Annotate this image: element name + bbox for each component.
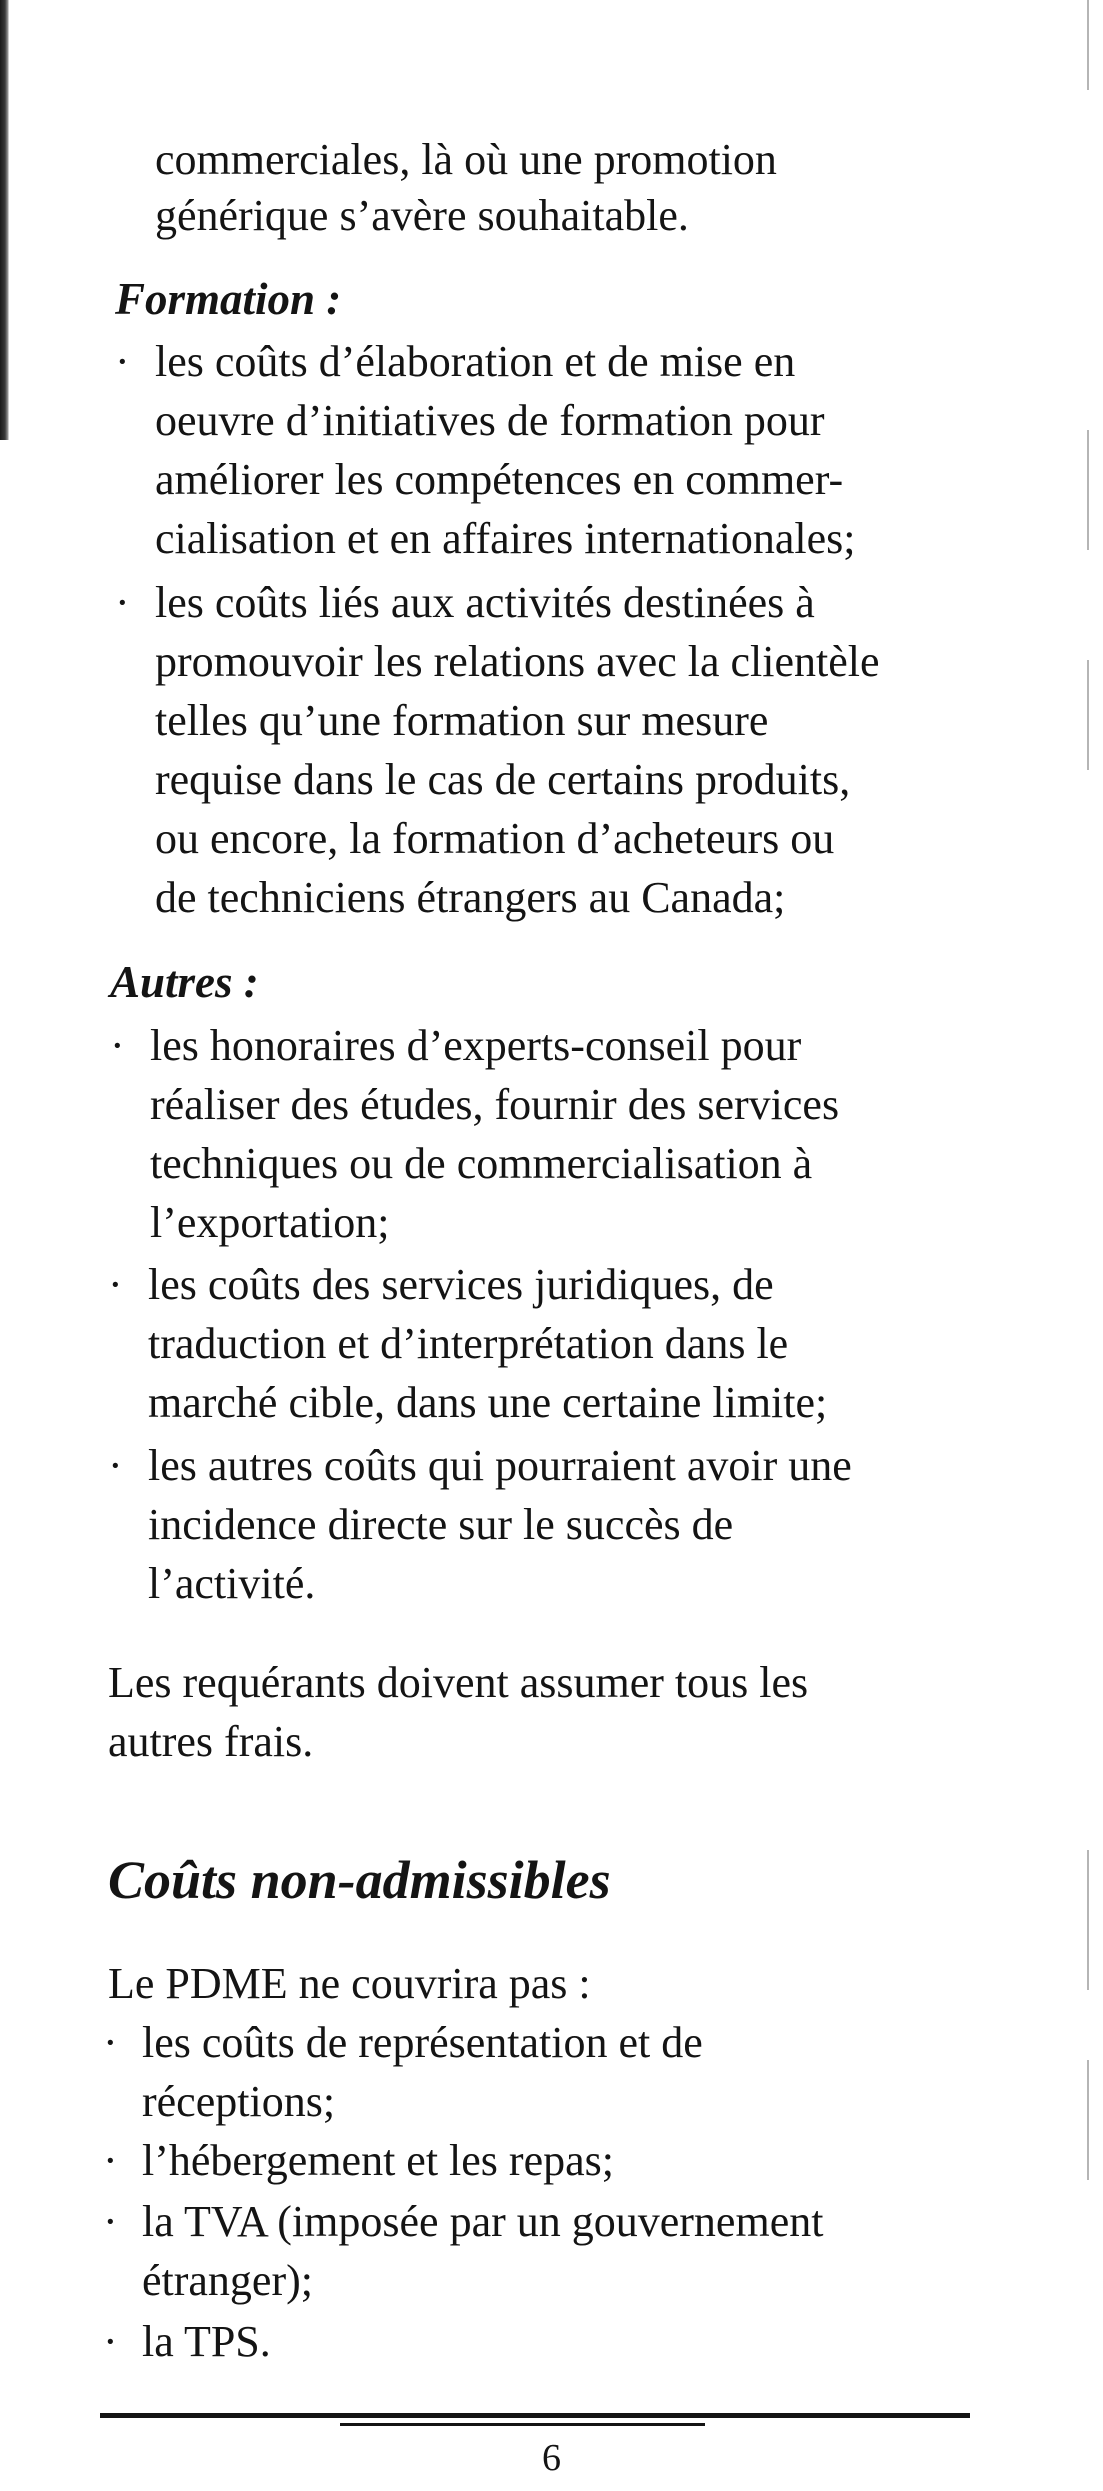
bullet-marker: ·	[103, 2317, 118, 2366]
list-item-line: étranger);	[142, 2256, 313, 2305]
list-item-line: marché cible, dans une certaine limite;	[148, 1378, 828, 1427]
list-item-line: requise dans le cas de certains produits,	[155, 755, 851, 804]
list-item-line: améliorer les compétences en commer-	[155, 455, 844, 504]
bullet-marker: ·	[115, 578, 130, 627]
list-item-line: réceptions;	[142, 2077, 336, 2126]
list-item-line: incidence directe sur le succès de	[148, 1500, 734, 1549]
closing-paragraph-line: autres frais.	[108, 1717, 314, 1766]
section-heading-non-admissibles: Coûts non-admissibles	[108, 1850, 611, 1910]
scan-edge-mark	[1087, 2060, 1089, 2180]
list-item-line: les coûts des services juridiques, de	[148, 1260, 774, 1309]
intro-line: générique s’avère souhaitable.	[155, 191, 689, 240]
list-item-line: réaliser des études, fournir des services	[150, 1080, 840, 1129]
list-item-line: oeuvre d’initiatives de formation pour	[155, 396, 825, 445]
list-item-line: l’hébergement et les repas;	[142, 2136, 614, 2185]
scan-edge-mark	[1087, 1850, 1089, 1990]
list-item-line: la TPS.	[142, 2317, 271, 2366]
page-number: 6	[542, 2437, 561, 2479]
list-item-line: ou encore, la formation d’acheteurs ou	[155, 814, 835, 863]
bullet-marker: ·	[103, 2018, 118, 2067]
scan-edge-mark	[1087, 430, 1089, 550]
list-item-line: les honoraires d’experts-conseil pour	[150, 1021, 802, 1070]
section-heading-formation: Formation :	[115, 274, 342, 324]
footer-rule	[100, 2413, 970, 2418]
list-item-line: l’activité.	[148, 1559, 316, 1608]
list-item-line: techniques ou de commercialisation à	[150, 1139, 813, 1188]
list-item-line: les autres coûts qui pourraient avoir une	[148, 1441, 852, 1490]
list-item-line: promouvoir les relations avec la clientèle	[155, 637, 880, 686]
bullet-marker: ·	[108, 1260, 123, 1309]
section-heading-autres: Autres :	[110, 957, 259, 1007]
list-item-line: traduction et d’interprétation dans le	[148, 1319, 789, 1368]
bullet-marker: ·	[103, 2136, 118, 2185]
bullet-marker: ·	[115, 337, 130, 386]
list-item-line: cialisation et en affaires internationales;	[155, 514, 856, 563]
bullet-marker: ·	[108, 1441, 123, 1490]
list-item-line: l’exportation;	[150, 1198, 390, 1247]
list-item-line: de techniciens étrangers au Canada;	[155, 873, 786, 922]
non-admissibles-intro: Le PDME ne couvrira pas :	[108, 1959, 591, 2008]
list-item-line: telles qu’une formation sur mesure	[155, 696, 769, 745]
bullet-marker: ·	[103, 2197, 118, 2246]
scan-edge-shadow	[0, 0, 9, 440]
scan-edge-mark	[1087, 660, 1089, 770]
list-item-line: la TVA (imposée par un gouvernement	[142, 2197, 824, 2246]
bullet-marker: ·	[110, 1021, 125, 1070]
scan-edge-mark	[1087, 0, 1089, 90]
footer-rule-short	[340, 2423, 705, 2426]
list-item-line: les coûts de représentation et de	[142, 2018, 703, 2067]
list-item-line: les coûts liés aux activités destinées à	[155, 578, 815, 627]
closing-paragraph-line: Les requérants doivent assumer tous les	[108, 1658, 809, 1707]
intro-line: commerciales, là où une promotion	[155, 135, 777, 184]
list-item-line: les coûts d’élaboration et de mise en	[155, 337, 796, 386]
